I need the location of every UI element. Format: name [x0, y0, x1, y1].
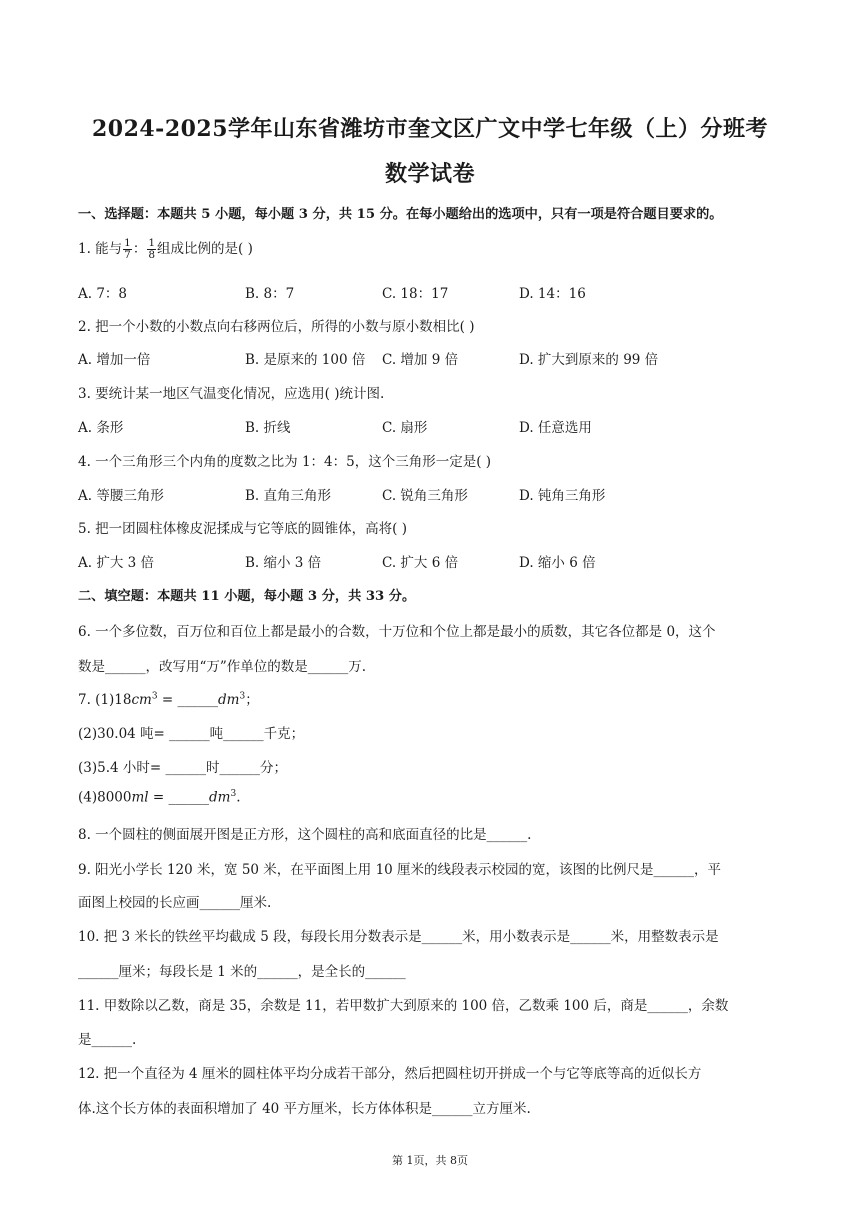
question-6-line-2: 数是______，改写用“万”作单位的数是______万.	[78, 659, 367, 675]
question-11-line-1: 11. 甲数除以乙数，商是 35，余数是 11，若甲数扩大到原来的 100 倍，乙数乘 100 后，商是______，余数	[78, 998, 729, 1014]
question-10-line-2: ______厘米；每段长是 1 米的______，是全长的______	[78, 964, 406, 980]
question-5: 5. 把一团圆柱体橡皮泥揉成与它等底的圆锥体，高将( )	[78, 521, 407, 537]
page-subtitle: 数学试卷	[384, 161, 475, 187]
q2-option-a: A. 增加一倍	[78, 352, 151, 368]
q1-option-a: A. 7：8	[78, 286, 128, 302]
question-12-line-2: 体.这个长方体的表面积增加了 40 平方厘米，长方体体积是______立方厘米.	[78, 1101, 531, 1117]
question-7-part-4: $(4)8000ml = \_\_\_\_\_\_dm^3$.	[78, 789, 241, 806]
page-footer: 第 1页，共 8页	[392, 1154, 468, 1167]
question-7-part-1: 7. $(1)18cm^3$ = $\_\_\_\_\_\_dm^3$；	[78, 691, 259, 708]
question-3: 3. 要统计某一地区气温变化情况，应选用( )统计图.	[78, 386, 385, 402]
question-11-line-2: 是______.	[78, 1032, 137, 1048]
question-12-line-1: 12. 把一个直径为 4 厘米的圆柱体平均分成若干部分，然后把圆柱切开拼成一个与它等底等高的近似长方	[78, 1066, 702, 1082]
question-10-line-1: 10. 把 3 米长的铁丝平均截成 5 段，每段长用分数表示是______米，用小数表示是______米，用整数表示是	[78, 929, 719, 945]
q1-suffix: 组成比例的是( )	[157, 241, 253, 257]
q3-option-b: B. 折线	[245, 420, 291, 436]
q4-option-a: A. 等腰三角形	[78, 488, 164, 504]
question-1: 1. 能与 $\frac{1}{7}$ ： $\frac{1}{8}$ 组成比例的是( )	[78, 237, 253, 261]
q3-option-a: A. 条形	[78, 420, 124, 436]
question-8: 8. 一个圆柱的侧面展开图是正方形，这个圆柱的高和底面直径的比是______.	[78, 827, 532, 843]
q4-option-b: B. 直角三角形	[245, 488, 332, 504]
q1-fraction-2: $\frac{1}{8}$	[148, 237, 156, 261]
q5-option-b: B. 缩小 3 倍	[245, 555, 322, 571]
q1-option-c: C. 18：17	[382, 286, 449, 302]
q3-option-d: D. 任意选用	[519, 420, 592, 436]
question-9-line-1: 9. 阳光小学长 120 米，宽 50 米，在平面图上用 10 厘米的线段表示校园的宽，该图的比例尺是______，平	[78, 862, 722, 878]
q3-option-c: C. 扇形	[382, 420, 428, 436]
q2-option-b: B. 是原来的 100 倍	[245, 352, 366, 368]
question-9-line-2: 面图上校园的长应画______厘米.	[78, 895, 272, 911]
q1-prefix: 1. 能与	[78, 241, 123, 257]
q4-option-c: C. 锐角三角形	[382, 488, 468, 504]
question-7-part-2: (2)30.04 吨= ______吨______千克；	[78, 726, 305, 742]
q2-option-d: D. 扩大到原来的 99 倍	[519, 352, 659, 368]
section1-heading: 一、选择题：本题共 5 小题，每小题 3 分，共 15 分。在每小题给出的选项中，只有一项是符合题目要求的。	[78, 207, 723, 222]
q1-option-d: D. 14：16	[519, 286, 586, 302]
question-2: 2. 把一个小数的小数点向右移两位后，所得的小数与原小数相比( )	[78, 319, 475, 335]
q5-option-d: D. 缩小 6 倍	[519, 555, 596, 571]
question-7-part-3: (3)5.4 小时= ______时______分；	[78, 760, 287, 776]
question-4: 4. 一个三角形三个内角的度数之比为 1：4：5，这个三角形一定是( )	[78, 454, 492, 470]
section2-heading: 二、填空题：本题共 11 小题，每小题 3 分，共 33 分。	[78, 589, 416, 604]
q1-option-b: B. 8：7	[245, 286, 295, 302]
q5-option-c: C. 扩大 6 倍	[382, 555, 459, 571]
page-title: 2024-2025学年山东省潍坊市奎文区广文中学七年级（上）分班考	[91, 116, 769, 142]
q1-fraction-1: $\frac{1}{7}$	[124, 237, 131, 261]
q2-option-c: C. 增加 9 倍	[382, 352, 459, 368]
question-6-line-1: 6. 一个多位数，百万位和百位上都是最小的合数，十万位和个位上都是最小的质数，其它各位都是 0，这个	[78, 624, 716, 640]
q4-option-d: D. 钝角三角形	[519, 488, 606, 504]
q5-option-a: A. 扩大 3 倍	[78, 555, 155, 571]
